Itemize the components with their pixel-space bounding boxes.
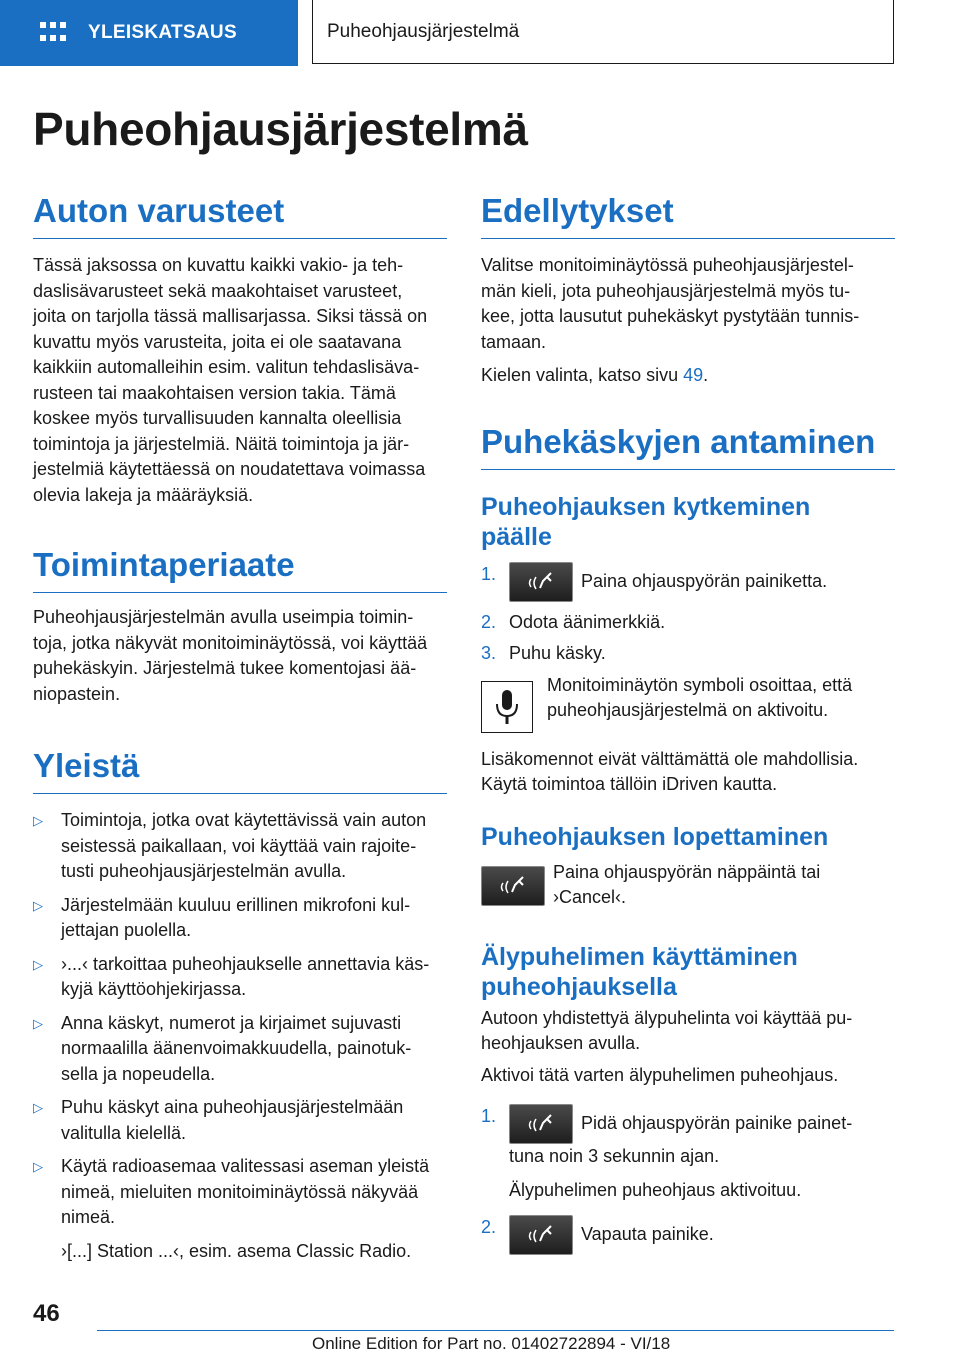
triangle-bullet-icon: ▷: [33, 1159, 43, 1174]
page-number: 46: [33, 1300, 60, 1327]
footer-edition: Online Edition for Part no. 01402722894 - VI/18: [312, 1334, 671, 1353]
list-item: ▷ Järjestelmään kuuluu erillinen mikrofoni kul- jettajan puolella.: [33, 894, 411, 940]
list-item: ▷ Käytä radioasemaa valitessasi aseman yleistä nimeä, mieluiten monitoiminäytössä näkyvää nimeä.: [33, 1156, 430, 1227]
smartphone-steps: [481, 1104, 895, 1255]
footer-divider: [97, 1330, 894, 1331]
list-item: ▷ ›...‹ tarkoittaa puheohjaukselle annettavia käs- kyjä käyttöohjekirjassa.: [33, 953, 430, 999]
microphone-symbol-icon: [481, 681, 533, 733]
prereq-text: Valitse monitoiminäytössä puheohjausjärjestel- män kieli, jota puheohjausjärjestelmä myös tu- kee, jotta lausutut puhekäskyt pystytään tunnis- tamaan.: [481, 255, 860, 352]
heading-general: Yleistä: [33, 745, 447, 794]
tab-section-label: Puheohjausjärjestelmä: [327, 20, 520, 42]
heading-smartphone: Älypuhelimen käyttäminen puheohjauksella: [481, 942, 798, 1001]
list-item: 2. Odota äänimerkkiä.: [481, 611, 666, 632]
heading-giving-commands: Puhekäskyjen antaminen: [481, 421, 895, 470]
heading-switch-on: Puheohjauksen kytkeminen päälle: [481, 492, 811, 551]
extra-commands-text: Lisäkomennot eivät välttämättä ole mahdollisia. Käytä toimintoa tällöin iDriven kautta.: [481, 748, 859, 794]
smartphone-activate: Aktivoi tätä varten älypuhelimen puheohjaus.: [481, 1064, 839, 1085]
triangle-bullet-icon: ▷: [33, 1015, 43, 1031]
triangle-bullet-icon: ▷: [33, 956, 43, 972]
voice-control-button-icon: [481, 866, 545, 906]
list-item: ▷ Puhu käskyt aina puheohjausjärjestelmään valitulla kielellä.: [33, 1097, 404, 1143]
station-note: ›[...] Station ...‹, esim. asema Classic Radio.: [61, 1240, 412, 1261]
triangle-bullet-icon: ▷: [33, 897, 43, 913]
top-navigation: [0, 0, 960, 66]
voice-control-button-icon: [509, 1104, 573, 1144]
heading-equipment: Auton varusteet: [33, 190, 447, 239]
list-item: ▷ Toimintoja, jotka ovat käytettävissä vain auton seistessä paikallaan, voi käyttää vain rajoite- tusti puheohjausjärjestelmän avulla.: [33, 810, 427, 881]
voice-control-button-icon: [509, 1215, 573, 1255]
heading-principle: Toimintaperiaate: [33, 544, 447, 593]
tab-overview[interactable]: [0, 0, 298, 66]
switch-on-steps: [481, 562, 895, 667]
list-item: ▷ Anna käskyt, numerot ja kirjaimet sujuvasti normaalilla äänenvoimakkuudella, painotuk- sella ja nopeudella.: [33, 1012, 412, 1084]
grid-menu-icon: [40, 22, 66, 44]
page-title: Puheohjausjärjestelmä: [33, 103, 528, 155]
right-column: [481, 190, 895, 1255]
list-item: 1. Paina ohjauspyörän painiketta.: [481, 562, 895, 602]
equipment-text: Tässä jaksossa on kuvattu kaikki vakio- ja teh- daslisävarusteet sekä maakohtaiset varusteet, joita on tarjolla tässä mallisarjassa. Siksi tässä on kuvattu myös varusteita, joita ei ole saatavana kaikkiin automalleihin esim. valitun tehdaslisäva- rusteen tai maakohtaisen version takia. Tämä koskee myös turvallisuuden kannalta oleellisia toimintoja ja järjestelmiä. Näitä toimintoja ja jär- jestelmiä käytettäessä on noudatettava voimassa olevia lakeja ja määräyksiä.: [33, 255, 428, 505]
triangle-bullet-icon: ▷: [33, 813, 43, 828]
smartphone-intro: Autoon yhdistettyä älypuhelinta voi käyttää pu- heohjauksen avulla.: [481, 1007, 853, 1053]
tab-overview-label: YLEISKATSAUS: [88, 22, 237, 43]
triangle-bullet-icon: ▷: [33, 1100, 43, 1115]
principle-text: Puheohjausjärjestelmän avulla useimpia toimin- toja, jotka näkyvät monitoiminäytössä, voi käyttää puhekäskyin. Järjestelmä tukee komentojasi ää- niopastein.: [33, 607, 428, 704]
list-item: 3. Puhu käsky.: [481, 643, 606, 663]
voice-control-button-icon: [509, 562, 573, 602]
symbol-note: Monitoiminäytön symboli osoittaa, että puheohjausjärjestelmä on aktivoitu.: [481, 673, 895, 739]
page-link[interactable]: 49: [683, 365, 704, 385]
heading-stop: Puheohjauksen lopettaminen: [481, 822, 829, 851]
list-item: 1. Pidä ohjauspyörän painike painet- tuna noin 3 sekunnin ajan. Älypuhelimen puheohjaus aktivoituu.: [481, 1106, 853, 1200]
left-column: [33, 190, 447, 1264]
stop-instruction: Paina ohjauspyörän näppäintä tai ›Cancel‹.: [481, 860, 895, 924]
language-ref: Kielen valinta, katso sivu 49.: [481, 365, 709, 385]
list-item: 2. Vapauta painike.: [481, 1215, 895, 1255]
tab-section[interactable]: [312, 0, 894, 64]
general-list: [33, 808, 447, 1231]
heading-prerequisites: Edellytykset: [481, 190, 895, 239]
